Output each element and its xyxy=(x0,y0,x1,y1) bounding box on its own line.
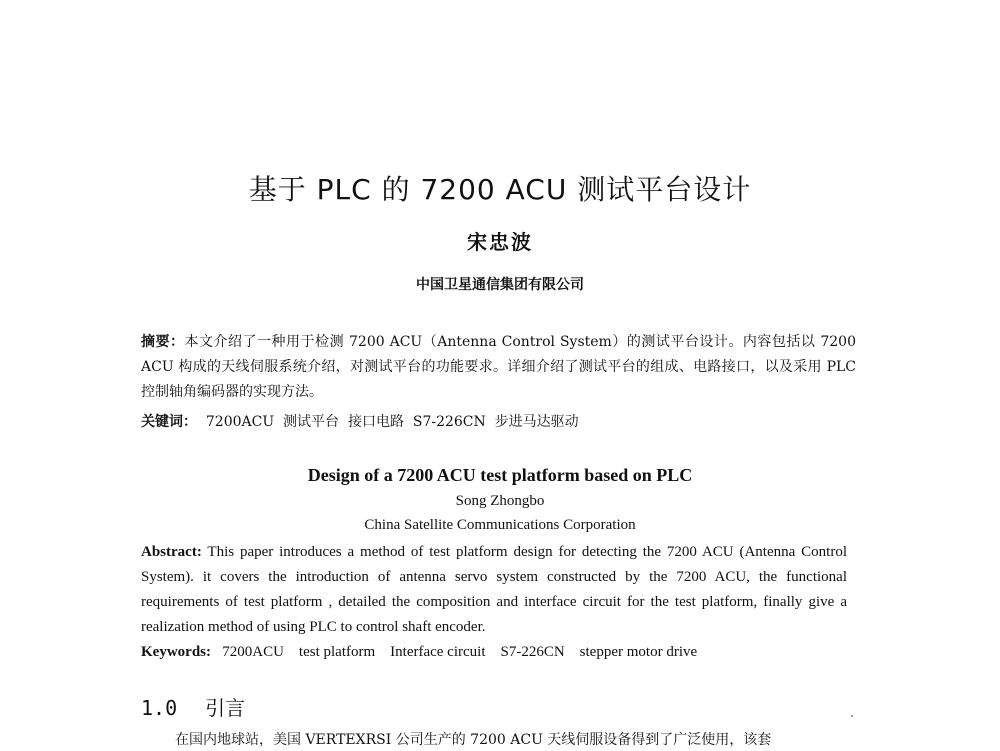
english-keywords-text: 7200ACU test platform Interface circuit S7-226CN stepper motor drive xyxy=(211,644,698,660)
chinese-affiliation: 中国卫星通信集团有限公司 xyxy=(416,277,584,293)
english-affiliation: China Satellite Communications Corporation xyxy=(364,517,636,533)
chinese-abstract-text: 本文介绍了一种用于检测 7200 ACU（Antenna Control System）的测试平台设计。内容包括以 7200 ACU 构成的天线伺服系统介绍，对测试平台的功能要求。详细介绍了测试平台的组成、电路接口，以及采用 PLC 控制轴角编码器的实现方法。 xyxy=(141,334,856,400)
body-paragraph: 在国内地球站，美国 VERTEXRSI 公司生产的 7200 ACU 天线伺服设备得到了广泛使用，该套 xyxy=(175,732,772,748)
chinese-abstract-label: 摘要： xyxy=(141,334,185,350)
english-abstract-text: This paper introduces a method of test platform design for detecting the 7200 ACU (Antenna Control System). it covers the introduction of antenna servo system constructed by the 7200 ACU, the functional requirements of test platform , detailed the composition and interface circuit for the test platform, finally give a realization method of using PLC to control shaft encoder. xyxy=(141,544,847,635)
english-author: Song Zhongbo xyxy=(455,493,545,509)
section-heading xyxy=(141,692,245,721)
english-keywords xyxy=(141,640,861,665)
chinese-abstract xyxy=(141,330,856,405)
english-abstract-label: Abstract: xyxy=(141,544,202,560)
section-title: 引言 xyxy=(205,696,246,720)
chinese-keywords-label: 关键词： xyxy=(141,414,197,430)
chinese-keywords-text: 7200ACU 测试平台 接口电路 S7-226CN 步进马达驱动 xyxy=(197,414,579,430)
chinese-title: 基于 PLC 的 7200 ACU 测试平台设计 xyxy=(248,173,752,206)
english-abstract xyxy=(141,540,847,640)
english-title: Design of a 7200 ACU test platform based on PLC xyxy=(307,465,693,485)
chinese-keywords xyxy=(141,410,856,435)
section-number: 1.0 xyxy=(141,696,178,720)
chinese-author: 宋忠波 xyxy=(467,230,533,254)
english-keywords-label: Keywords: xyxy=(141,644,211,660)
scan-speck xyxy=(851,715,853,717)
